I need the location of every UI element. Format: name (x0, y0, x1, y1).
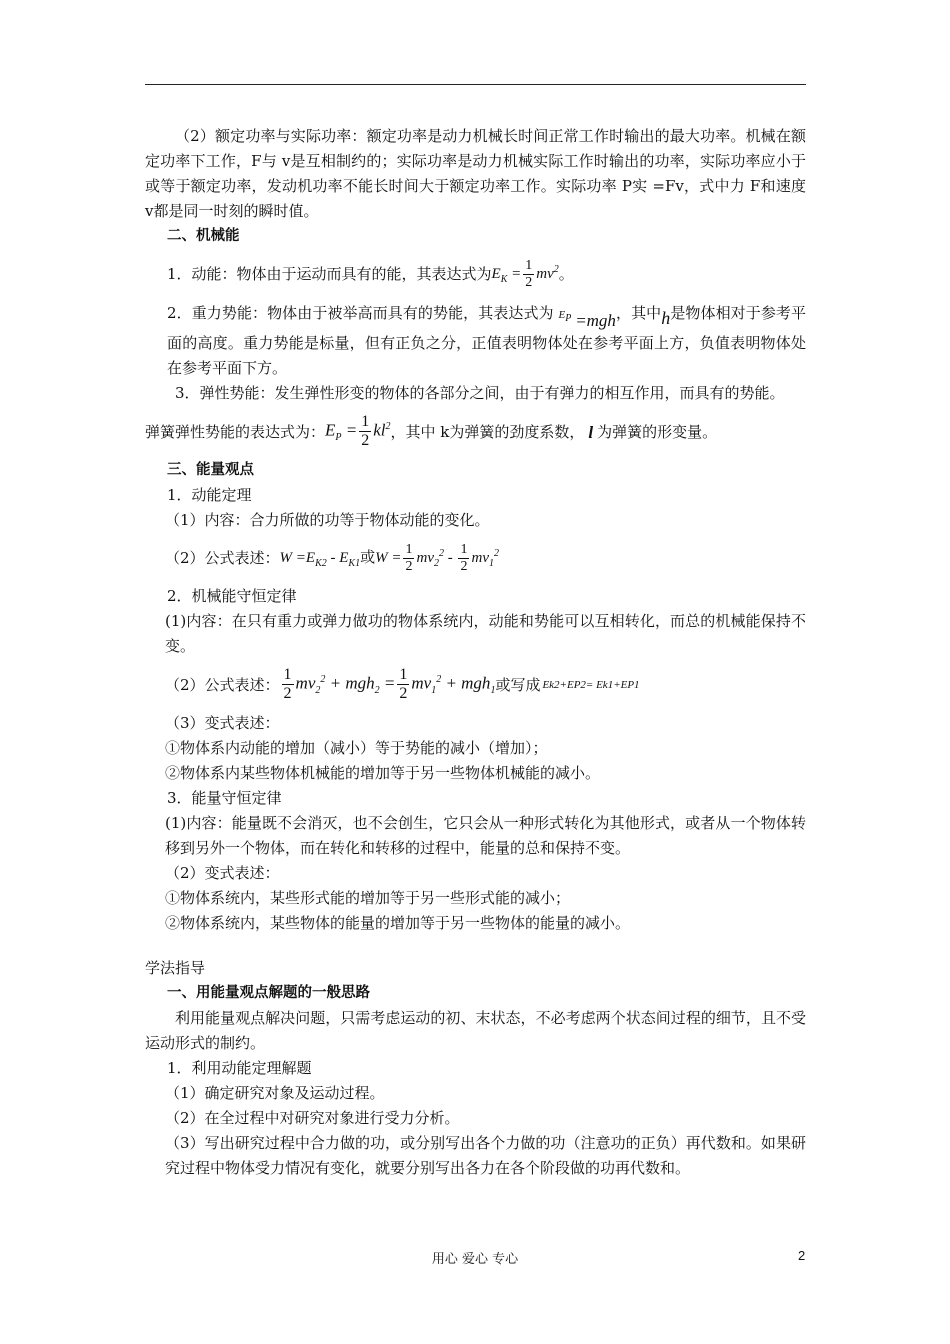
gravity-var: h (661, 308, 671, 328)
para-spring-formula (145, 414, 806, 450)
theorem-2-formula-b: Ek2+EP2= Ek1+EP1 (542, 678, 640, 691)
spring-formula: $E_P$ = $\frac{1}{2}$ $kl^2$ (325, 413, 391, 450)
spring-var: l (588, 422, 594, 442)
page-content (145, 124, 806, 1181)
spring-text-a: 弹簧弹性势能的表达式为： (145, 422, 326, 441)
theorem-1-title: 1．动能定理 (167, 486, 252, 505)
theorem-2-variant-2: ②物体系内某些物体机械能的增加等于另一些物体机械能的减小。 (165, 764, 601, 783)
page-number: 2 (798, 1248, 806, 1263)
theorem-1-formula-label: （2）公式表述： (165, 549, 280, 568)
gravity-text-b: ，其中 (615, 304, 662, 322)
guide-intro: 利用能量观点解决问题，只需考虑运动的初、末状态，不必考虑两个状态间过程的细节，且不受运动形式的制约。 (145, 1009, 806, 1053)
gravity-text-c: 是物体相对于参考平面的高度。重力势能是标量，但有正负之分，正值表明物体处在参考平面上方，负值表明物体处在参考平面下方。 (167, 304, 806, 378)
theorem-2-title: 2．机械能守恒定律 (167, 587, 297, 606)
spring-text-c: 为弹簧的形变量。 (597, 422, 718, 441)
spring-text-b: ，其中 k为弹簧的劲度系数， (390, 422, 585, 441)
gravity-formula: $E_P =mgh$ (558, 309, 616, 330)
guide-1-step-2: （2）在全过程中对研究对象进行受力分析。 (165, 1109, 460, 1128)
guide-1-step-1: （1）确定研究对象及运动过程。 (165, 1084, 385, 1103)
guide-1-step-3: （3）写出研究过程中合力做的功，或分别写出各个力做的功（注意功的正负）再代数和。如果研究过程中物体受力情况有变化，就要分别写出各力在各个阶段做的功再代数和。 (165, 1134, 806, 1178)
theorem-2-formula-line (145, 667, 806, 703)
heading-energy-view: 三、能量观点 (167, 462, 254, 479)
gravity-text-a: 2．重力势能：物体由于被举高而具有的势能，其表达式为 (167, 304, 554, 322)
section-guide: 学法指导 (145, 959, 206, 978)
theorem-3-variant-1: ①物体系统内，某些形式能的增加等于另一些形式能的减小； (165, 889, 571, 908)
heading-guide-1: 一、用能量观点解题的一般思路 (167, 985, 370, 1002)
guide-1-title: 1．利用动能定理解题 (167, 1059, 312, 1078)
para-kinetic-energy: 1．动能：物体由于运动而具有的能，其表达式为 $E_K$ = $\frac{1}{2}$ $mv^2$ 。 (167, 258, 574, 291)
para-elastic-potential: 3．弹性势能：发生弹性形变的物体的各部分之间，由于有弹力的相互作用，而具有的势能。 (175, 384, 785, 403)
theorem-1-formula: $W =E_{K2} - E_{K1}$或W = $\frac{1}{2}$ $mv_2^2$ - $\frac{1}{2}$ $mv_1^2$ (279, 542, 499, 575)
theorem-2-or: 或写成 (495, 675, 541, 694)
header-rule (145, 84, 806, 85)
theorem-2-formula: $\frac{1}{2}$ $mv_2^2 + mgh_2$ = $\frac{1}{2}$ $mv_1^2 + mgh_1$ (283, 666, 496, 703)
theorem-2-variant-label: （3）变式表述： (165, 714, 280, 733)
theorem-3-variant-label: （2）变式表述： (165, 864, 280, 883)
theorem-2-formula-label: （2）公式表述： (165, 675, 280, 694)
kinetic-formula: $E_K$ = $\frac{1}{2}$ $mv^2$ (491, 258, 559, 291)
theorem-1-content: （1）内容：合力所做的功等于物体动能的变化。 (165, 511, 490, 530)
footer-motto: 用心 爱心 专心 (431, 1252, 519, 1267)
theorem-3-title: 3．能量守恒定律 (167, 789, 282, 808)
theorem-2-variant-1: ①物体系内动能的增加（减小）等于势能的减小（增加）； (165, 739, 548, 758)
theorem-3-variant-2: ②物体系统内，某些物体的能量的增加等于另一些物体的能量的减小。 (165, 914, 631, 933)
kinetic-text: 1．动能：物体由于运动而具有的能，其表达式为 (167, 265, 492, 283)
theorem-3-content: (1)内容：能量既不会消灭，也不会创生，它只会从一种形式转化为其他形式，或者从一个物体转移到另外一个物体，而在转化和转移的过程中，能量的总和保持不变。 (165, 814, 806, 858)
theorem-2-content: (1)内容：在只有重力或弹力做功的物体系统内，动能和势能可以互相转化，而总的机械能保持不变。 (165, 612, 806, 656)
para-gravity-potential (145, 300, 806, 381)
theorem-1-formula-line (145, 541, 806, 576)
para-rated-power: （2）额定功率与实际功率：额定功率是动力机械长时间正常工作时输出的最大功率。机械在额定功率下工作，F与 v是互相制约的；实际功率是动力机械实际工作时输出的功率，实际功率应小于或等于额定功率，发动机功率不能长时间大于额定功率工作。实际功率 P实 =Fv，式中力 F和速度 v都是同一时刻的瞬时值。 (145, 127, 806, 220)
heading-mechanical-energy: 二、机械能 (167, 228, 240, 244)
